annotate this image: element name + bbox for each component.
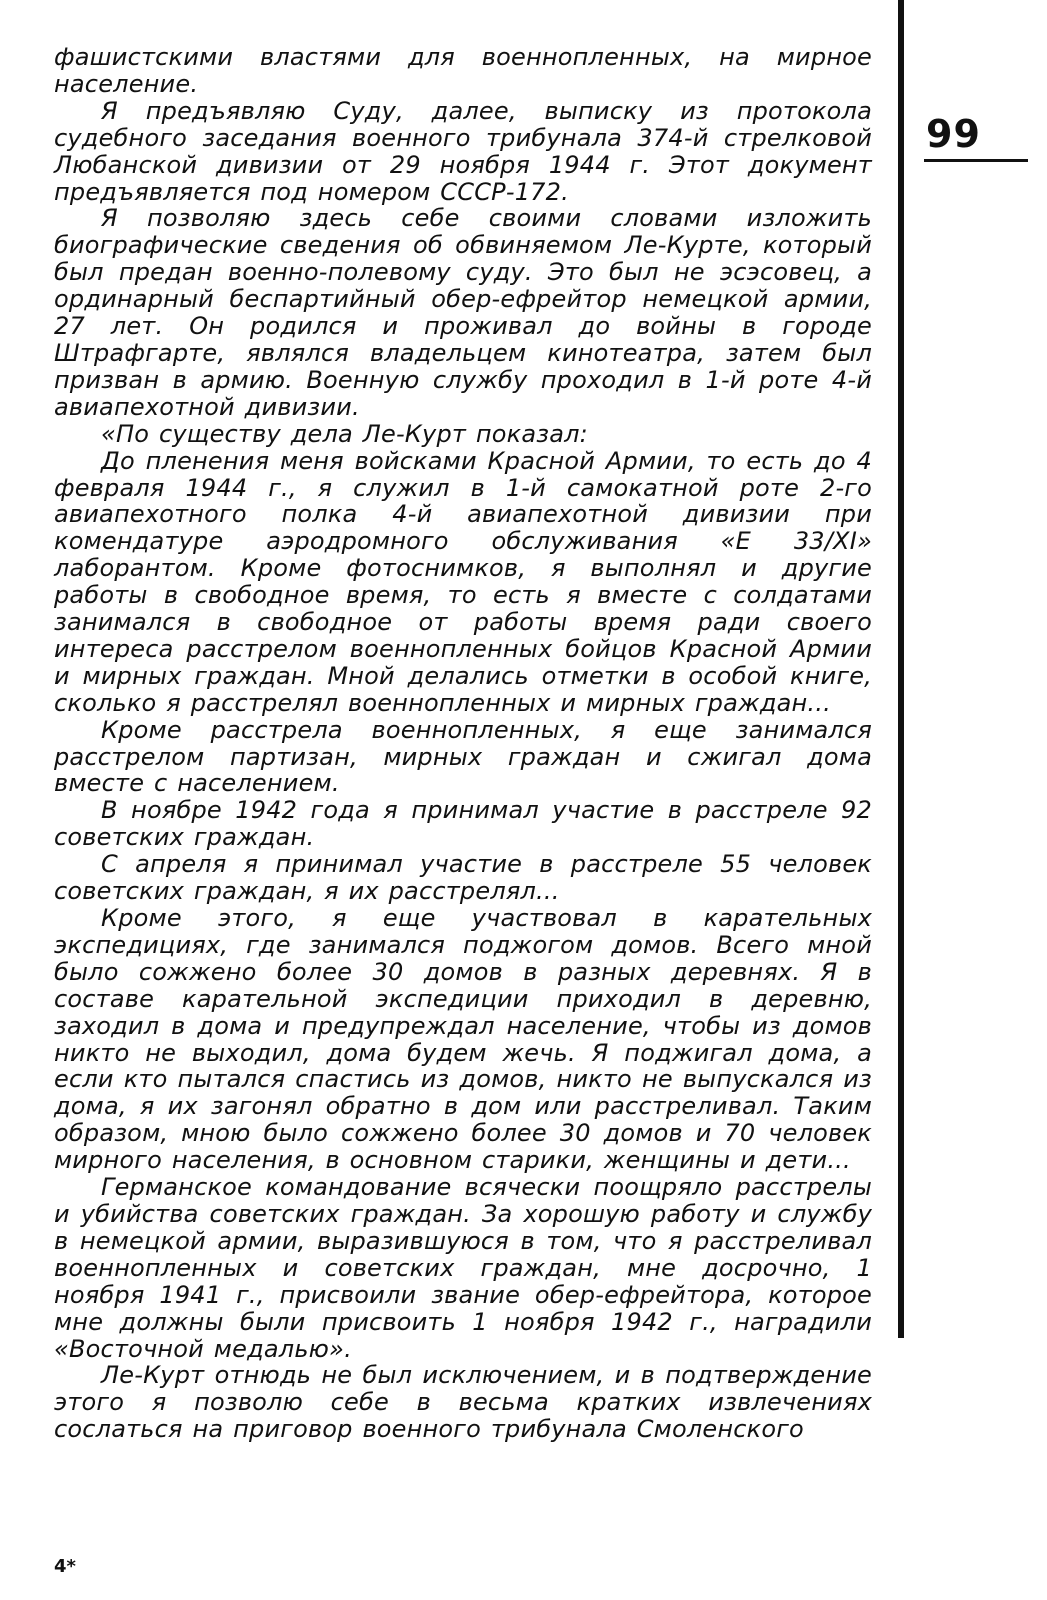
paragraph-testimony-1: До пленения меня войсками Красной Армии, то есть до 4 февраля 1944 г., я служил в 1-й самокатной роте 2-го авиапехотного полка 4-й авиапехотной дивизии при комендатуре аэродромного обслуживания «Е 33/XI» лаборантом. Кроме фотоснимков, я выполнял и другие работы в свободное время, то есть я вместе с солдатами занимался в свободное от работы время ради своего интереса расстрелом военнопленных бойцов Красной Армии и мирных граждан. Мной делались отметки в особой книге, сколько я расстрелял военнопленных и мирных граждан... xyxy=(54,446,872,717)
paragraph-conclusion: Ле-Курт отнюдь не был исключением, и в подтверждение этого я позволю себе в весьма кратких извлечениях сослаться на приговор военного трибунала Смоленского xyxy=(54,1361,872,1444)
margin-vertical-rule xyxy=(898,0,904,1338)
paragraph-testimony-5: Кроме этого, я еще участвовал в карательных экспедициях, где занимался поджогом домов. Всего мной было сожжено более 30 домов в разных деревнях. Я в составе карательной экспедиции приходил в деревню, заходил в дома и предупреждал население, чтобы из домов никто не выходил, дома будем жечь. Я поджигал дома, а если кто пытался спастись из домов, никто не выпускался из дома, я их загонял обратно в дом или расстреливал. Таким образом, мною было сожжено более 30 домов и 70 человек мирного населения, в основном старики, женщины и дети... xyxy=(54,904,872,1175)
paragraph-testimony-2: Кроме расстрела военнопленных, я еще занимался расстрелом партизан, мирных граждан и сжигал дома вместе с населением. xyxy=(54,715,872,798)
paragraph-testimony-intro: «По существу дела Ле-Курт показал: xyxy=(101,419,588,448)
paragraph-testimony-4: С апреля я принимал участие в расстреле 55 человек советских граждан, я их расстрелял... xyxy=(54,850,872,906)
signature-mark: 4* xyxy=(54,1556,76,1577)
paragraph-testimony-3: В ноябре 1942 года я принимал участие в расстреле 92 советских граждан. xyxy=(54,796,872,852)
body-text xyxy=(54,44,872,1443)
page-number-underline xyxy=(924,159,1028,162)
paragraph-document-presentation: Я предъявляю Суду, далее, выписку из протокола судебного заседания военного трибунала 374-й стрелковой Любанской дивизии от 29 ноября 1944 г. Этот документ предъявляется под номером СССР-172. xyxy=(54,96,872,206)
paragraph-continuation: фашистскими властями для военнопленных, на мирное население. xyxy=(54,43,872,98)
page-number: 99 xyxy=(926,112,981,156)
paragraph-testimony-6: Германское командование всячески поощряло расстрелы и убийства советских граждан. За хорошую работу и службу в немецкой армии, выразившуюся в том, что я расстреливал военнопленных и советских граждан, мне досрочно, 1 ноября 1941 г., присвоили звание обер-ефрейтора, которое мне должны были присвоить 1 ноября 1942 г., наградили «Восточной медалью». xyxy=(54,1173,872,1363)
paragraph-biography: Я позволяю здесь себе своими словами изложить биографические сведения об обвиняемом Ле-Курте, который был предан военно-полевому суду. Это был не эсэсовец, а ординарный беспартийный обер-ефрейтор немецкой армии, 27 лет. Он родился и проживал до войны в городе Штрафгарте, являлся владельцем кинотеатра, затем был призван в армию. Военную службу проходил в 1-й роте 4-й авиапехотной дивизии. xyxy=(54,204,872,421)
